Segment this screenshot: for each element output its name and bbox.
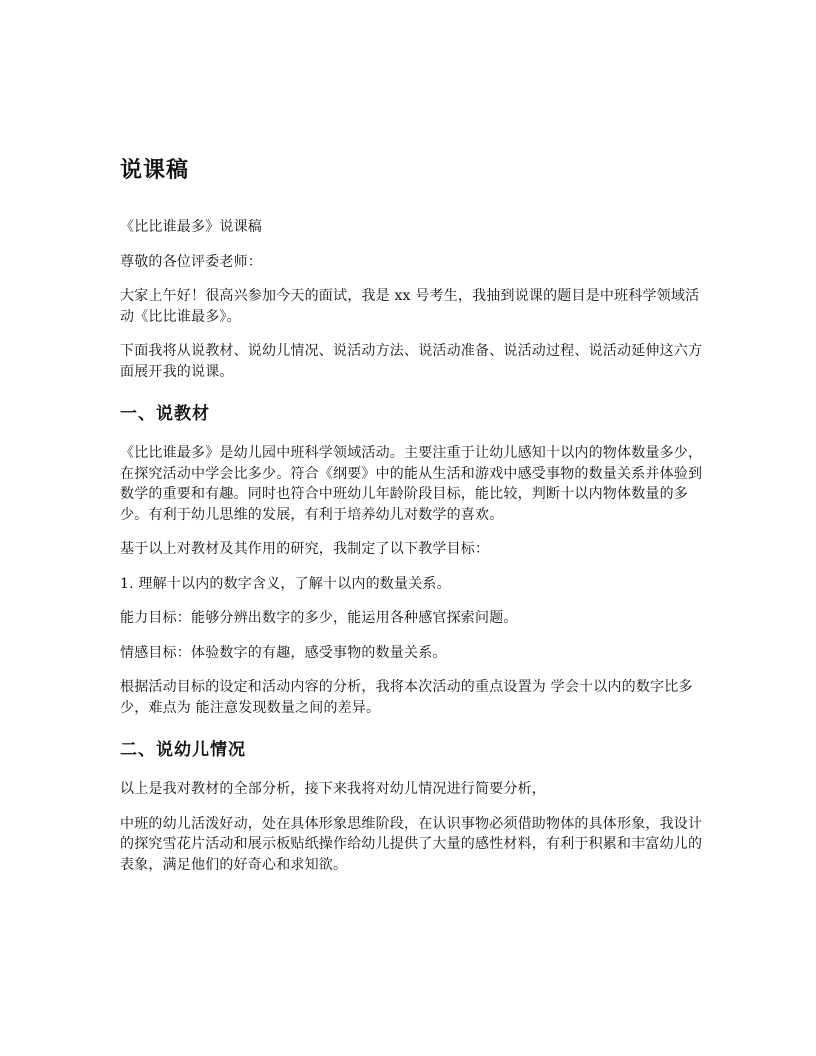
knowledge-goal: 1. 理解十以内的数字含义，了解十以内的数量关系。: [120, 575, 451, 592]
children-analysis: 中班的幼儿活泼好动，处在具体形象思维阶段，在认识事物必须借助物体的具体形象，我设计的探究雪花片活动和展示板贴纸操作给幼儿提供了大量的感性材料，有利于积累和丰富幼儿的表象，满足他们的好奇心和求知欲。: [120, 815, 703, 873]
ability-goal: 能力目标：能够分辨出数字的多少，能运用各种感官探索问题。: [120, 610, 518, 626]
section-heading-materials: 一、说教材: [120, 404, 210, 424]
goals-intro: 基于以上对教材及其作用的研究，我制定了以下教学目标：: [120, 541, 490, 557]
emotion-goal: 情感目标：体验数字的有趣，感受事物的数量关系。: [120, 644, 447, 661]
outline-paragraph: 下面我将从说教材、说幼儿情况、说活动方法、说活动准备、说活动过程、说活动延伸这六方面展开我的说课。: [120, 343, 703, 380]
key-points-paragraph: 根据活动目标的设定和活动内容的分析，我将本次活动的重点设置为 学会十以内的数字比多少，难点为 能注意发现数量之间的差异。: [120, 679, 693, 716]
salutation: 尊敬的各位评委老师：: [120, 253, 262, 270]
children-transition: 以上是我对教材的全部分析，接下来我将对幼儿情况进行简要分析，: [120, 781, 546, 797]
opening-paragraph: 大家上午好！很高兴参加今天的面试，我是 xx 号考生，我抽到说课的题目是中班科学领域活动《比比谁最多》。: [120, 288, 700, 325]
document-content: [120, 154, 705, 889]
document-title: 说课稿: [120, 158, 190, 183]
lesson-subtitle: 《比比谁最多》说课稿: [120, 219, 262, 235]
materials-paragraph: 《比比谁最多》是幼儿园中班科学领域活动。主要注重于让幼儿感知十以内的物体数量多少，在探究活动中学会比多少。符合《纲要》中的能从生活和游戏中感受事物的数量关系并体验到数学的重要和有趣。同时也符合中班幼儿年龄阶段目标，能比较，判断十以内物体数量的多少。有利于幼儿思维的发展，有利于培养幼儿对数学的喜欢。: [120, 445, 703, 523]
section-heading-children: 二、说幼儿情况: [120, 740, 246, 760]
